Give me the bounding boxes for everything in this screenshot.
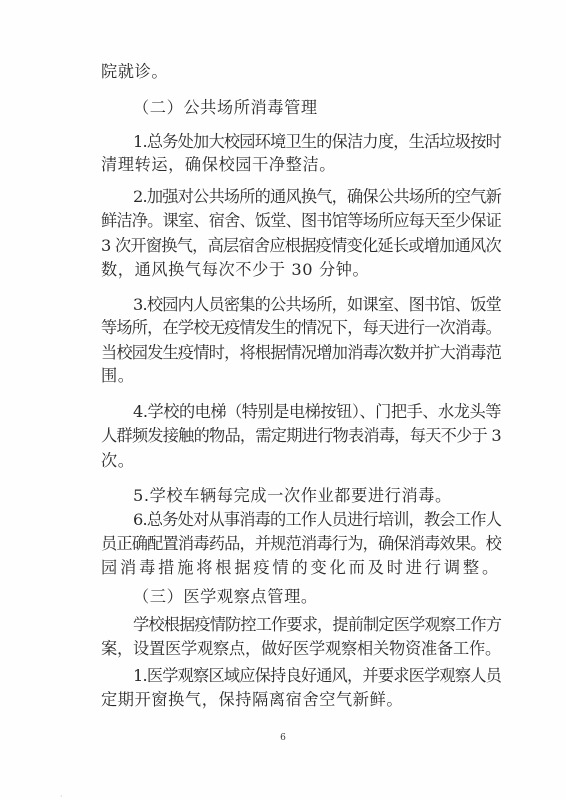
paragraph-4-line-2: 人群频发接触的物品，需定期进行物表消毒，每天不少于 3 — [101, 426, 501, 445]
paragraph-6-line-1: 6.总务处对从事消毒的工作人员进行培训，教会工作人 — [133, 510, 502, 529]
paragraph-3-line-4: 围。 — [101, 366, 135, 385]
paragraph-4-line-3: 次。 — [101, 451, 135, 470]
paragraph-3-line-1: 3.校园内人员密集的公共场所，如课室、图书馆、饭堂 — [133, 295, 502, 314]
paragraph-3-line-3: 当校园发生疫情时，将根据情况增加消毒次数并扩大消毒范 — [101, 343, 502, 362]
section-heading-public-disinfection: （二）公共场所消毒管理 — [133, 98, 318, 117]
paragraph-7-line-2: 案，设置医学观察点，做好医学观察相关物资准备工作。 — [101, 639, 501, 658]
paragraph-6-line-3: 园消毒措施将根据疫情的变化而及时进行调整。 — [101, 558, 501, 577]
paragraph-1-line-2: 清理转运，确保校园干净整洁。 — [101, 155, 337, 174]
paragraph-6-line-2: 员正确配置消毒药品，并规范消毒行为，确保消毒效果。校 — [101, 534, 502, 553]
paragraph-5-line-1: 5.学校车辆每完成一次作业都要进行消毒。 — [133, 486, 452, 505]
scan-edge-mark: · — [60, 792, 63, 801]
paragraph-7-line-1: 学校根据疫情防控工作要求，提前制定医学观察工作方 — [133, 615, 502, 634]
paragraph-2-line-3: 3 次开窗换气，高层宿舍应根据疫情变化延长或增加通风次 — [101, 236, 501, 255]
paragraph-2-line-4: 数，通风换气每次不少于 30 分钟。 — [101, 260, 370, 279]
paragraph-3-line-2: 等场所，在学校无疫情发生的情况下，每天进行一次消毒。 — [101, 318, 502, 337]
paragraph-4-line-1: 4.学校的电梯（特别是电梯按钮）、门把手、水龙头等 — [133, 402, 501, 421]
paragraph-8-line-1: 1.医学观察区域应保持良好通风，并要求医学观察人员 — [133, 666, 502, 685]
page-number: 6 — [280, 733, 286, 743]
paragraph-1-line-1: 1.总务处加大校园环境卫生的保洁力度，生活垃圾按时 — [133, 132, 502, 151]
paragraph-8-line-2: 定期开窗换气，保持隔离宿舍空气新鲜。 — [101, 690, 404, 709]
text-line-continuation: 院就诊。 — [101, 62, 169, 81]
section-heading-medical-observation: （三）医学观察点管理。 — [133, 587, 318, 606]
paragraph-2-line-2: 鲜洁净。课室、宿舍、饭堂、图书馆等场所应每天至少保证 — [101, 211, 502, 230]
paragraph-2-line-1: 2.加强对公共场所的通风换气，确保公共场所的空气新 — [133, 187, 502, 206]
